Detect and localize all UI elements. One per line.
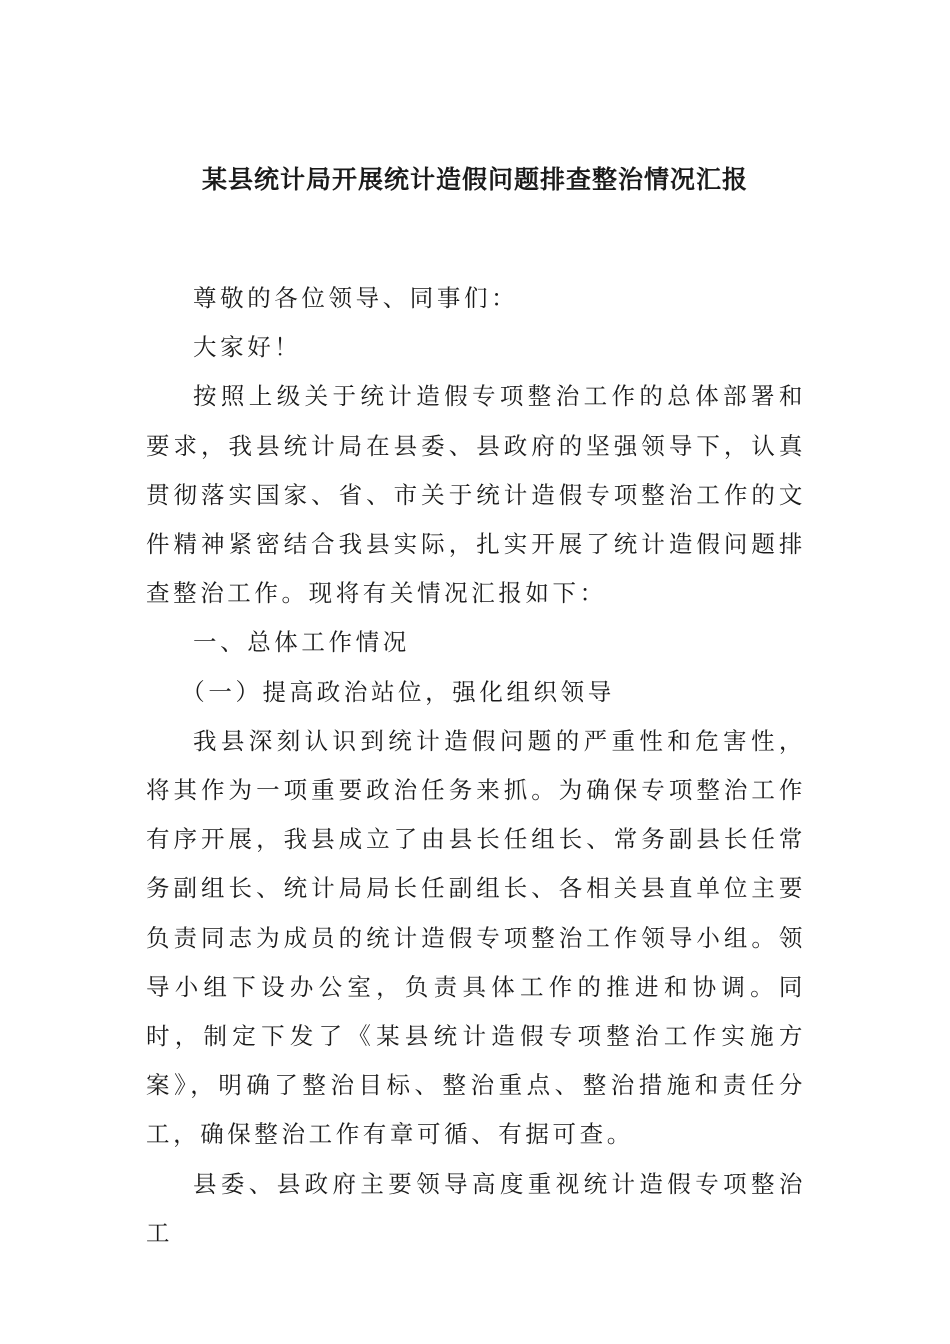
document-title: 某县统计局开展统计造假问题排查整治情况汇报 [201, 165, 748, 194]
document-body [146, 274, 806, 1258]
section-heading: 一、总体工作情况 [193, 628, 410, 657]
body-paragraph: 我县深刻认识到统计造假问题的严重性和危害性，将其作为一项重要政治任务来抓。为确保专项整治工作有序开展，我县成立了由县长任组长、常务副县长任常务副组长、统计局局长任副组长、各相关县直单位主要负责同志为成员的统计造假专项整治工作领导小组。领导小组下设办公室，负责具体工作的推进和协调。同时，制定下发了《某县统计造假专项整治工作实施方案》，明确了整治目标、整治重点、整治措施和责任分工，确保整治工作有章可循、有据可查。 [146, 726, 806, 1149]
greeting: 大家好！ [193, 333, 302, 362]
subsection-heading: （一）提高政治站位，强化组织领导 [181, 677, 615, 706]
body-paragraph: 县委、县政府主要领导高度重视统计造假专项整治工 [146, 1169, 806, 1247]
salutation: 尊敬的各位领导、同事们： [193, 284, 519, 312]
intro-paragraph: 按照上级关于统计造假专项整治工作的总体部署和要求，我县统计局在县委、县政府的坚强领导下，认真贯彻落实国家、省、市关于统计造假专项整治工作的文件精神紧密结合我县实际，扎实开展了统计造假问题排查整治工作。现将有关情况汇报如下： [146, 382, 806, 608]
